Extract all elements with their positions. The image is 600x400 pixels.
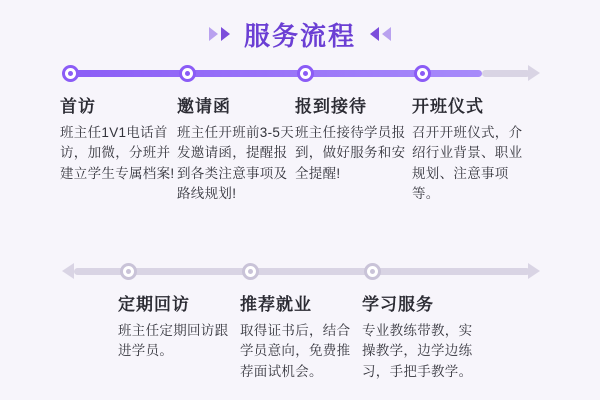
- step-body: 专业教练带教，实操教学，边学边练习，手把手教学。: [362, 323, 473, 379]
- step-title: 开班仪式: [412, 97, 484, 116]
- step-card-first-visit: [60, 92, 178, 184]
- step-card-job-recommendation: [240, 290, 358, 382]
- triangle-left-pair-icon: [370, 27, 391, 41]
- step-title: 学习服务: [362, 295, 434, 314]
- step-card-learning-service: [362, 290, 480, 382]
- step-title: 邀请函: [177, 97, 231, 116]
- step-body: 班主任接待学员报到，做好服务和安全提醒!: [295, 125, 406, 181]
- step-body: 召开开班仪式，介绍行业背景、职业规划、注意事项等。: [412, 125, 523, 201]
- step-card-invitation: [177, 92, 295, 204]
- progress-track-one: [62, 64, 542, 82]
- arrow-left-icon: [62, 263, 74, 279]
- timeline-node-3[interactable]: [297, 65, 314, 82]
- step-card-regular-followup: [118, 290, 236, 362]
- timeline-node-5[interactable]: [120, 263, 137, 280]
- timeline-node-1[interactable]: [62, 65, 79, 82]
- timeline-node-6[interactable]: [242, 263, 259, 280]
- step-title: 定期回访: [118, 295, 190, 314]
- step-title: 首访: [60, 97, 96, 116]
- step-card-reception: [295, 92, 413, 184]
- progress-track-two: [62, 262, 542, 280]
- progress-bar-inactive: [74, 268, 530, 275]
- arrow-right-icon: [528, 65, 540, 81]
- timeline-node-7[interactable]: [364, 263, 381, 280]
- step-body: 班主任定期回访跟进学员。: [118, 323, 229, 359]
- triangle-right-pair-icon: [209, 27, 230, 41]
- step-title: 报到接待: [295, 97, 367, 116]
- step-body: 取得证书后，结合学员意向，免费推荐面试机会。: [240, 323, 351, 379]
- timeline-node-4[interactable]: [414, 65, 431, 82]
- progress-bar-inactive: [482, 70, 530, 77]
- step-body: 班主任1V1电话首访，加微，分班并建立学生专属档案!: [60, 125, 175, 181]
- page-title-text: 服务流程: [243, 20, 356, 51]
- page-title: [0, 14, 600, 54]
- step-title: 推荐就业: [240, 295, 312, 314]
- arrow-right-icon: [528, 263, 540, 279]
- timeline-node-2[interactable]: [179, 65, 196, 82]
- step-body: 班主任开班前3‑5天发邀请函，提醒报到各类注意事项及路线规划!: [177, 125, 295, 201]
- step-card-opening-ceremony: [412, 92, 530, 204]
